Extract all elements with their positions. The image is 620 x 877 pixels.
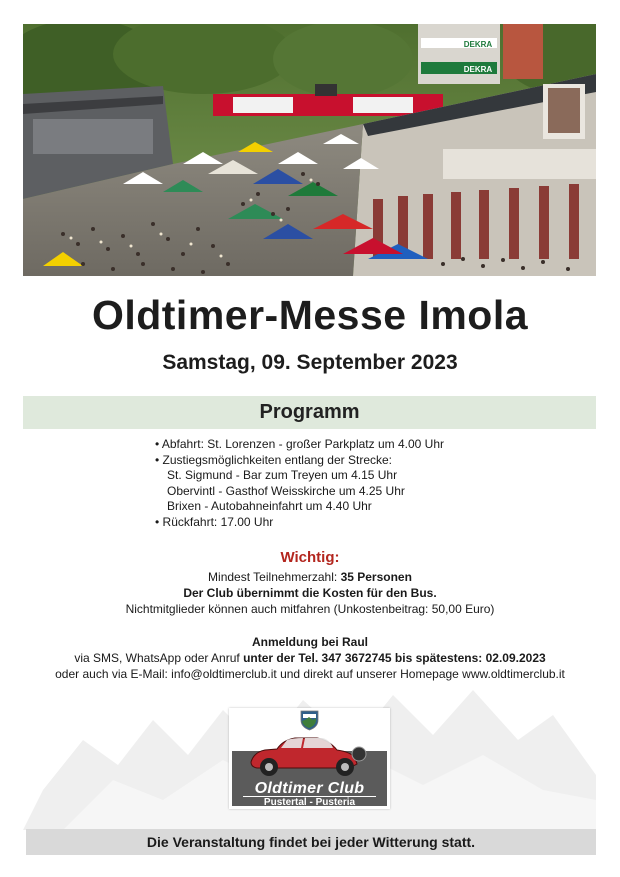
min-participants-value: 35 Personen: [340, 570, 412, 584]
program-item-text: Abfahrt: St. Lorenzen - großer Parkplatz um 4.00 Uhr: [161, 437, 445, 451]
bullet: •: [155, 437, 160, 451]
important-heading: Wichtig:: [280, 549, 340, 566]
club-logo: [229, 708, 390, 809]
program-item: [155, 515, 575, 531]
registration-heading-text: Anmeldung bei Raul: [251, 635, 368, 649]
tower-banner-text-2: DEKRA: [463, 65, 493, 74]
program-item-text: Rückfahrt: 17.00 Uhr: [162, 514, 274, 529]
program-item-text: Brixen - Autobahneinfahrt um 4.40 Uhr: [167, 499, 372, 514]
min-participants: [0, 569, 620, 585]
bullet: •: [155, 452, 160, 467]
program-item-text: St. Sigmund - Bar zum Treyen um 4.15 Uhr: [167, 468, 398, 483]
bullet: •: [155, 514, 160, 529]
tower-banner-text-1: DEKRA: [463, 40, 493, 49]
registration: [0, 634, 620, 682]
logo-subtitle: Pustertal - Pusteria: [243, 796, 376, 808]
footer-note: Die Veranstaltung findet bei jeder Witterung statt.: [26, 829, 596, 855]
registration-phone-prefix: via SMS, WhatsApp oder Anruf: [74, 651, 244, 665]
program-heading: Programm: [23, 396, 596, 429]
event-photo: [23, 24, 596, 276]
race-track-crowd-illustration: [23, 24, 596, 276]
program-item-text: Zustiegsmöglichkeiten entlang der Strecke:: [162, 452, 392, 467]
program-list: [155, 437, 575, 531]
program-item-text: Obervintl - Gasthof Weisskirche um 4.25 Uhr: [167, 483, 405, 498]
event-date: Samstag, 09. September 2023: [162, 351, 458, 374]
registration-phone-bold: unter der Tel. 347 3672745 bis spätestens: 02.09.2023: [243, 651, 546, 665]
non-members: Nichtmitglieder können auch mitfahren (Unkostenbeitrag: 50,00 Euro): [125, 602, 495, 616]
min-participants-label: Mindest Teilnehmerzahl:: [208, 570, 341, 584]
registration-phone: [0, 650, 620, 666]
program-item: [155, 453, 575, 469]
club-costs-text: Der Club übernimmt die Kosten für den Bus.: [183, 586, 437, 600]
registration-heading: [0, 634, 620, 650]
event-title: Oldtimer-Messe Imola: [91, 292, 529, 338]
important-info: [0, 569, 620, 617]
program-subitem: [155, 499, 575, 515]
program-subitem: [155, 468, 575, 484]
club-costs: [0, 585, 620, 601]
registration-email: oder auch via E-Mail: info@oldtimerclub.it und direkt auf unserer Homepage www.oldtimerclub.it: [55, 667, 565, 681]
program-subitem: [155, 484, 575, 500]
logo-club-name: Oldtimer Club: [254, 780, 365, 797]
program-item: [155, 437, 575, 453]
